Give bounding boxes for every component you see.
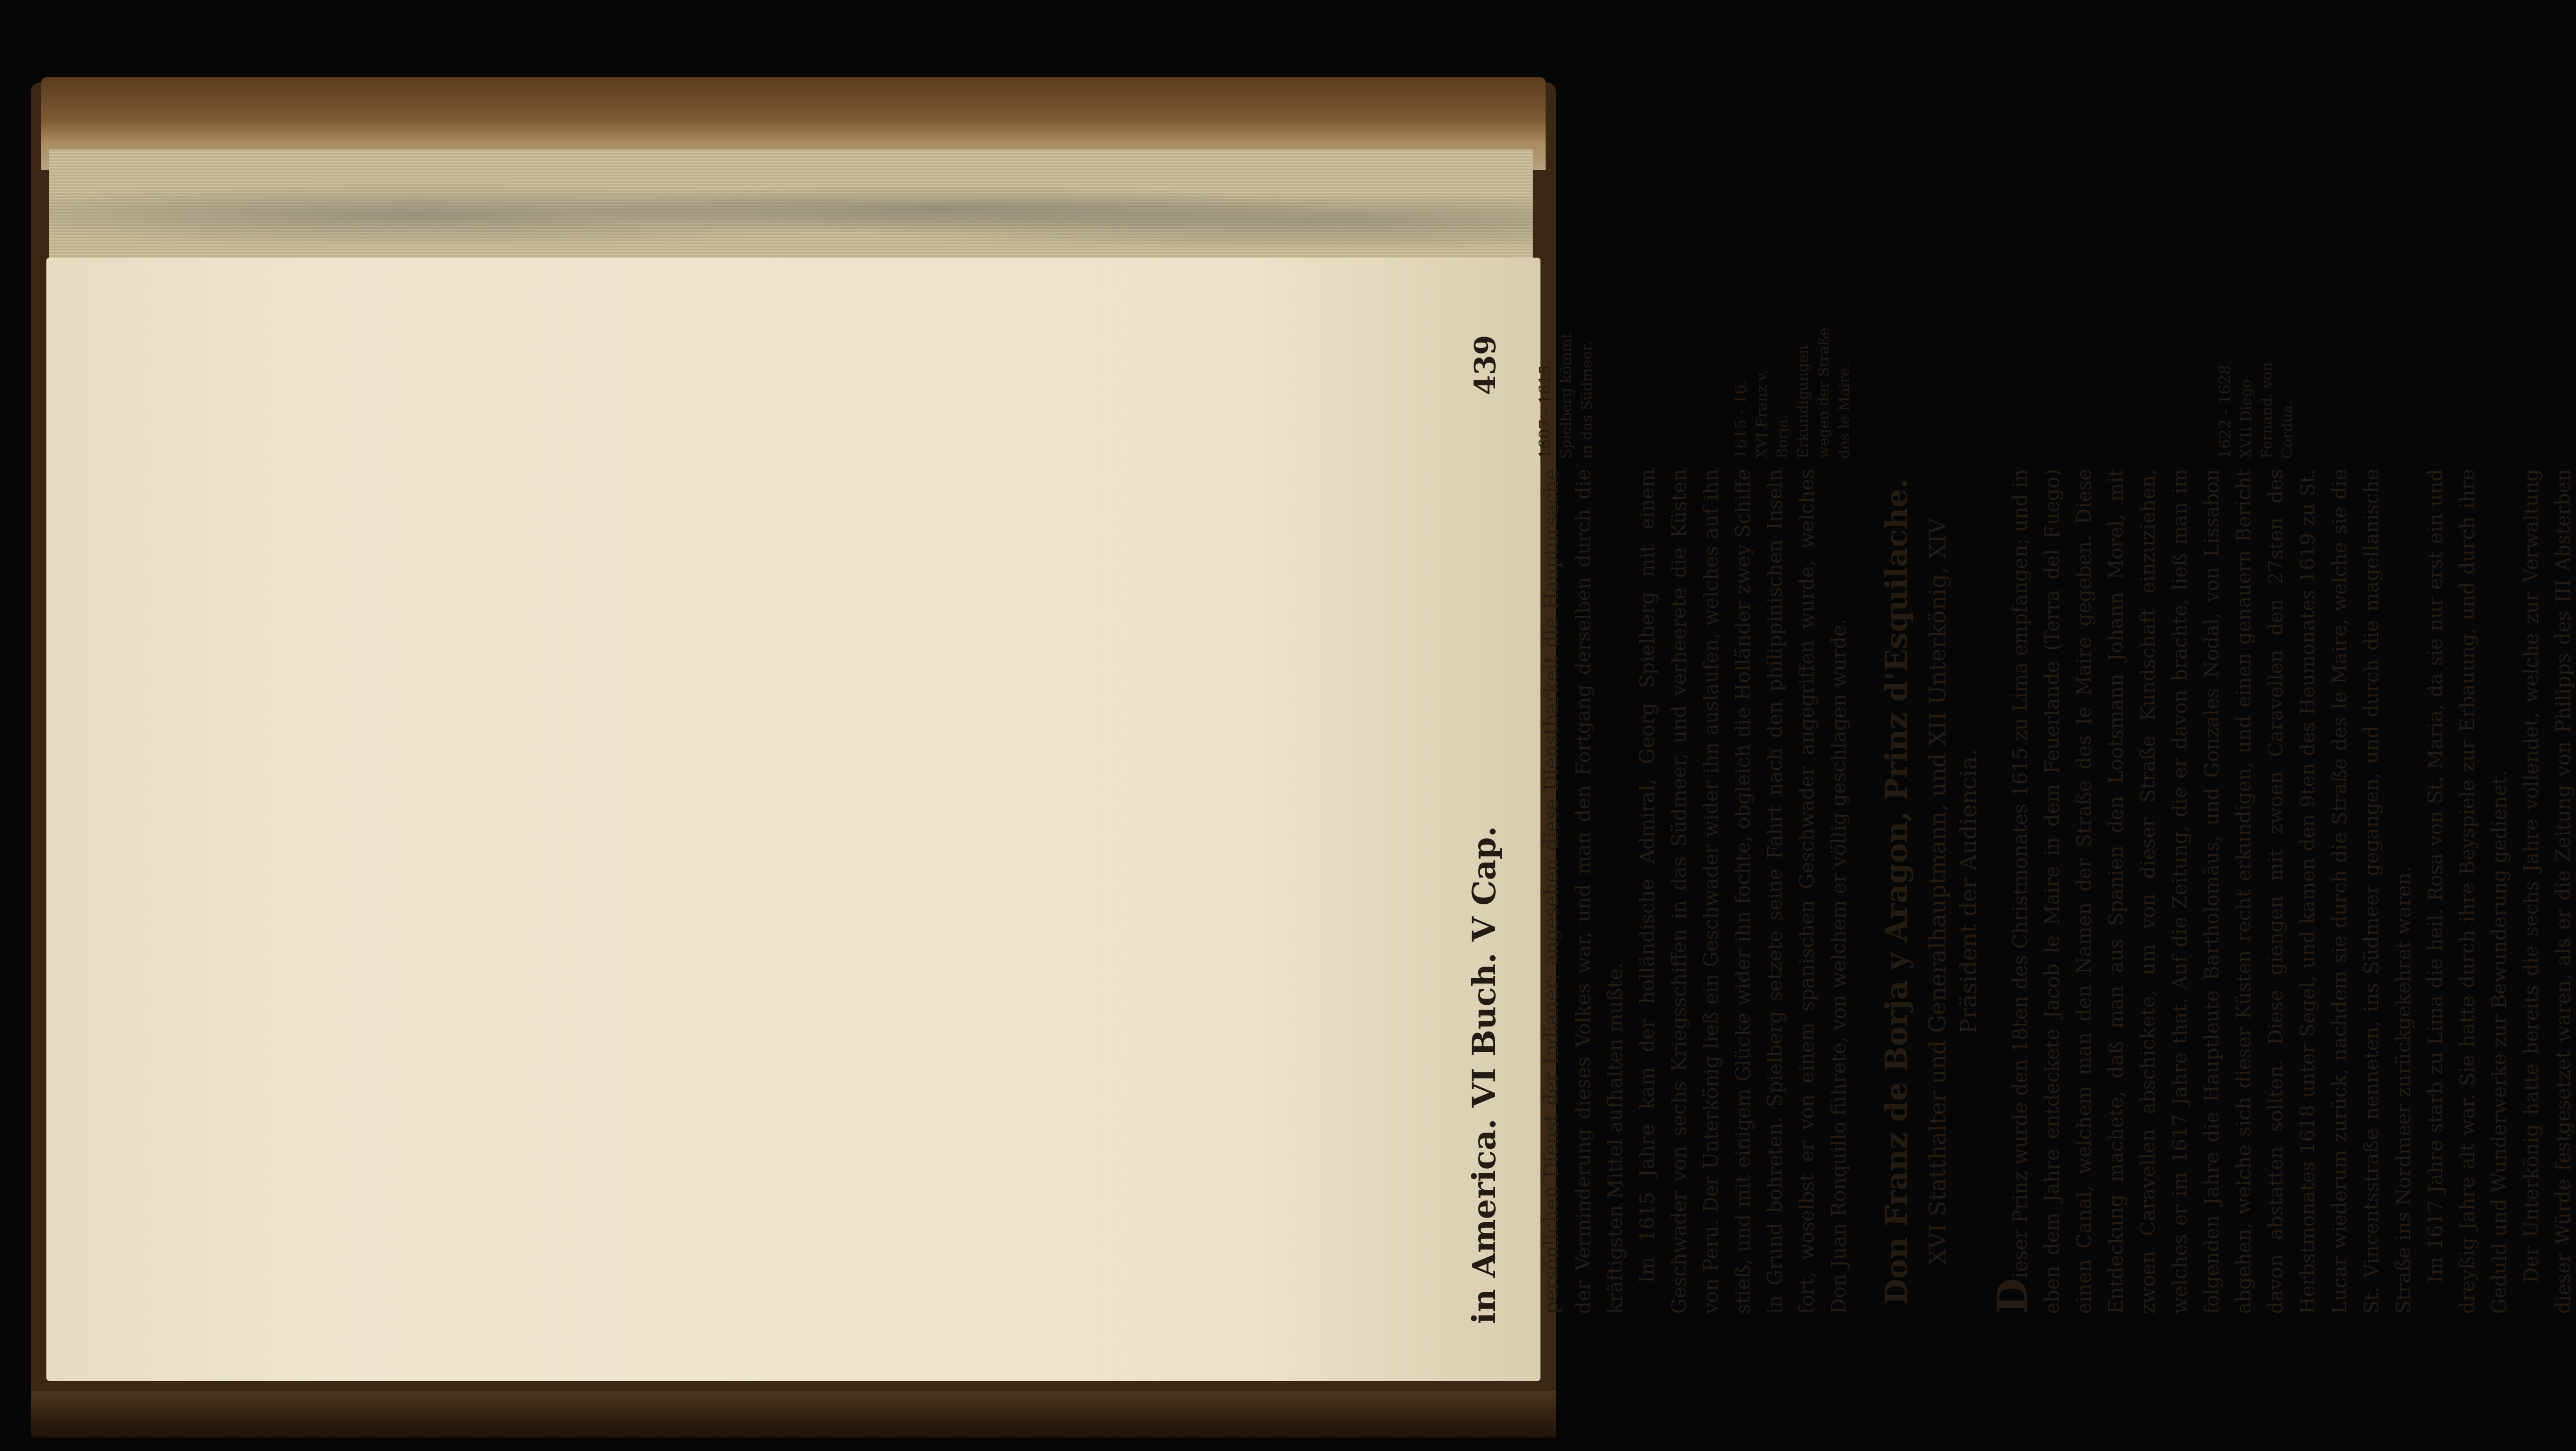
margin-notes xyxy=(1535,325,2310,459)
margin-note-text: XVII Diego Fernand. von Cordua. xyxy=(2238,362,2296,459)
paragraph: Der Unterkönig hatte bereits die sechs Jahre vollendet, welche zur Verwaltung dieser Würde festgesetzet waren, als er die Zeitung von Philipps des III Absterben xyxy=(2520,469,2574,1314)
book-bottom-edge xyxy=(31,1391,1556,1438)
section-heading: Don Franz de Borja y Aragon, Prinz d'Esquilache. xyxy=(1879,478,1914,1305)
margin-note xyxy=(2215,325,2298,459)
margin-note-date: 1607 - 1615. xyxy=(1536,360,1554,459)
margin-note xyxy=(1731,325,1855,459)
margin-note-date: 1615 - 16. xyxy=(1732,379,1750,459)
paragraph: Im 1615 Jahre kam der holländische Admiral, Georg Spielberg mit einem Geschwader von sechs Kriegsschiffen in das Südmeer, und verheerete die Küsten von Peru. Der Unterkönig ließ ein Geschwader wider ihn auslaufen, welches auf ihn stieß, und mit einigem Glücke wider ihn fochte, obgleich die Holländer zwey Schiffe in Grund bohreten. Spielberg setzete seine Fahrt nach den philippinischen Inseln fort, woselbst er von einem spanischen Geschwader angegriffen wurde, welches Don Juan Ronquillo führete, von welchem er völlig geschlagen wurde. xyxy=(1636,469,1850,1314)
running-head xyxy=(1463,314,1517,1345)
rotated-page-text xyxy=(1463,314,2576,1345)
book-page xyxy=(46,258,1540,1381)
paragraph-text: ieser Prinz wurde den 18ten des Christmonates 1615 zu Lima empfangen; und in eben dem Jahre entdeckete Jacob le Maire in dem Feuerlande (Terra del Fuego) einen Canal, welchem man den Namen der Straße des le Maire gegeben. Diese Entdeckung machete, daß man aus Spanien den Lootsmann Johann Morel, mit zwoen Caravellen abschickete, um von dieser Straße Kundschaft einzuziehen, welches er im 1617 Jahre that. Auf die Zeitung, die er davon brachte, ließ man im folgenden Jahre die Hauptleute Bartholomäus, und Gonzales Nodal, von Lissabon abgehen, welche sich dieser Küsten recht erkundigen, und einen genauern Bericht davon abstatten sollten. Diese giengen mit zwoen Caravellen den 27sten des Herbstmonates 1618 unter Segel, und kamen den 9ten des Heumonates 1619 zu St. Lucar wiederum zurück, nachdem sie durch die Straße des le Maire, welche sie die St. Vincentsstraße nenneten, ins Südmeer gegangen, und durch die magellanische Straße ins Nordmeer zurückgekehret waren. xyxy=(2009,469,2415,1314)
margin-note-text: Spielberg kömmt in das Südmeer. xyxy=(1557,332,1595,459)
page-edges xyxy=(49,149,1533,268)
margin-note-date: 1622 - 1628. xyxy=(2216,360,2234,459)
margin-note xyxy=(1535,325,1597,459)
running-head-title: in America. VI Buch. V Cap. xyxy=(1465,826,1503,1324)
main-text-column xyxy=(1535,469,2576,1314)
paragraph: persönlichen Dienst der Indianer; angesehen diese Dienstbarkeit die Hauptursache der Verminderung dieses Volkes war, und man den Fortgang derselben durch die kräftigsten Mittel aufhalten mußte. xyxy=(1540,469,1626,1314)
section-subheading: XVI Statthalter und Generalhauptmann, und XII Unterkönig, XIV Präsident der Audiencia. xyxy=(1925,518,1982,1265)
paragraph xyxy=(1988,469,2419,1314)
page-number: 439 xyxy=(1468,335,1502,395)
margin-note-text: XVI Franz v. Borja. Erkundigungen wegen der Straße des le Maire. xyxy=(1753,327,1853,459)
paragraph: Im 1617 Jahre starb zu Lima die heil. Rosa von St. Maria, da sie nur erst ein und dreyßig Jahre alt war. Sie hatte durch ihre Beyspiele zur Erbauung, und durch ihre Geduld und Wunderwerke zur Bewunderung gedienet. xyxy=(2424,469,2511,1314)
drop-cap: D xyxy=(1988,1278,2037,1314)
